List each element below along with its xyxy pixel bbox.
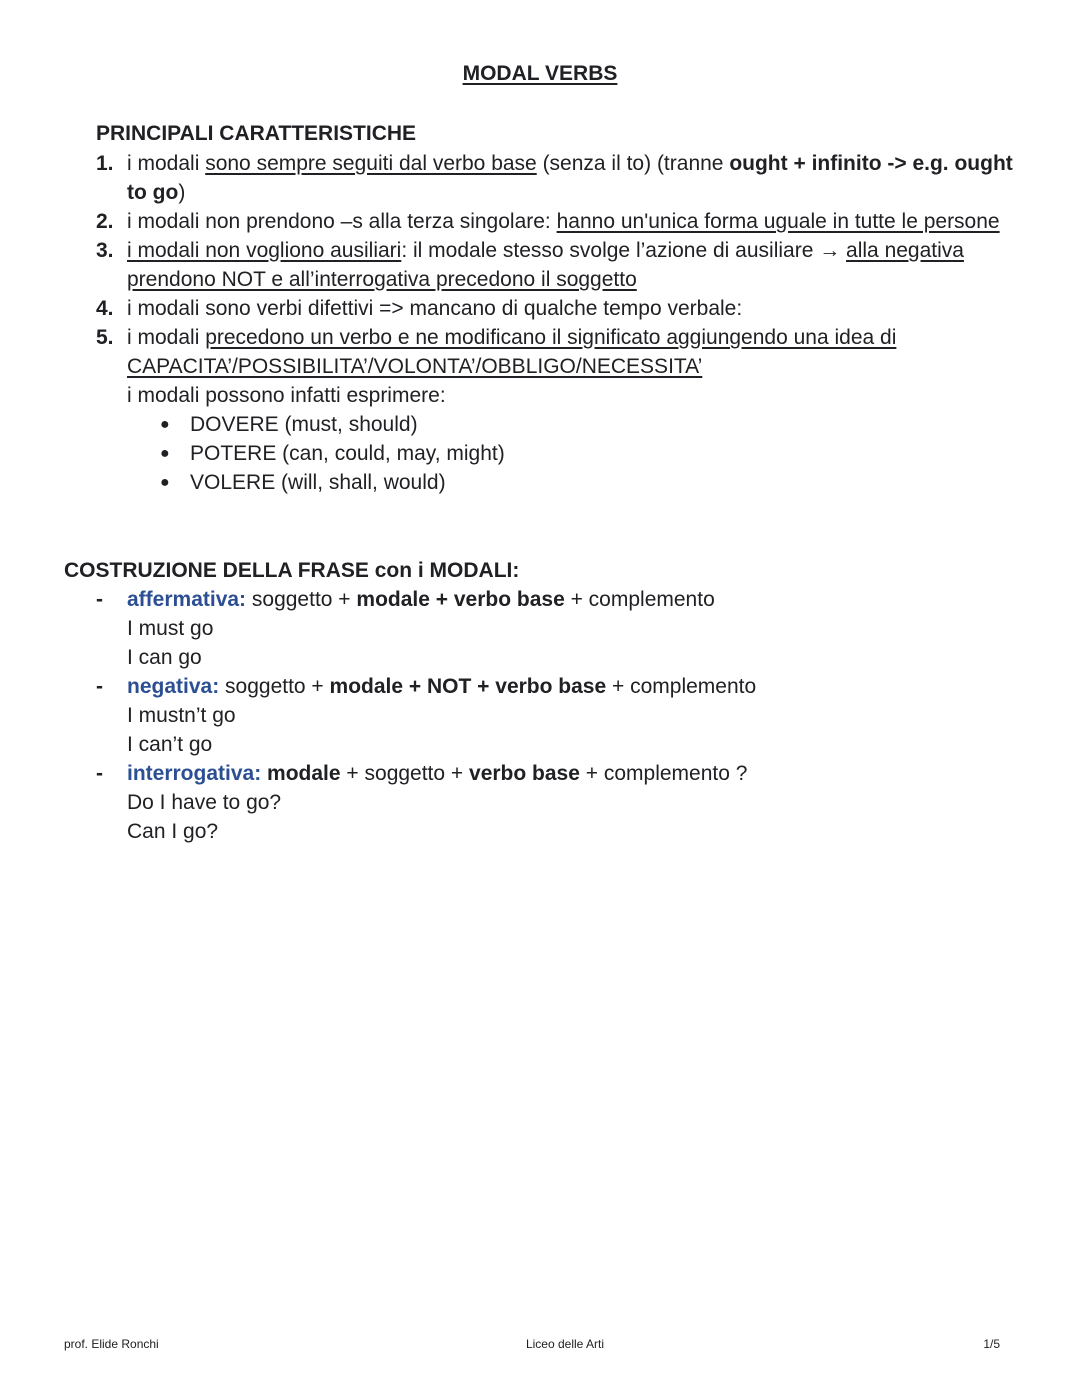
list-number: 2. [96, 210, 114, 233]
rule-label: negativa: [127, 675, 220, 698]
bold-text: modale + NOT + verbo base [329, 675, 607, 698]
negative-rule [127, 672, 756, 701]
text: soggetto + [219, 675, 330, 698]
section-heading-construction: COSTRUZIONE DELLA FRASE con i MODALI: [64, 559, 520, 582]
underlined-text: CAPACITA’/POSSIBILITA’/VOLONTA’/OBBLIGO/NECESSITA’ [127, 355, 703, 378]
bold-text: verbo base [469, 762, 580, 785]
footer-school: Liceo delle Arti [525, 1337, 605, 1351]
underlined-text: hanno un'unica forma uguale in tutte le persone [556, 210, 1000, 233]
section-heading-characteristics: PRINCIPALI CARATTERISTICHE [96, 122, 417, 145]
example-line: I can’t go [127, 733, 213, 756]
list-item-5-line-3: i modali possono infatti esprimere: [127, 384, 446, 407]
bullet-icon: ● [160, 474, 170, 491]
underlined-text: sono sempre seguiti dal verbo base [205, 152, 537, 175]
bullet-icon: ● [160, 445, 170, 462]
underlined-text: precedono un verbo e ne modificano il significato aggiungendo una idea di [205, 326, 897, 349]
rule-label: interrogativa: [127, 762, 262, 785]
text: i modali [127, 152, 206, 175]
underlined-text: prendono NOT e all’interrogativa precedono il soggetto [127, 268, 637, 291]
rule-label: affermativa: [127, 588, 247, 611]
list-item-4: i modali sono verbi difettivi => mancano di qualche tempo verbale: [127, 297, 743, 320]
text: + complemento [564, 588, 715, 611]
footer-page-number: 1/5 [983, 1337, 1000, 1351]
list-number: 3. [96, 239, 114, 262]
list-item-2 [127, 207, 1000, 236]
dash-marker: - [96, 588, 103, 611]
text: + complemento ? [579, 762, 748, 785]
interrogative-rule [127, 759, 747, 788]
text: i modali [127, 326, 206, 349]
list-item-5-line-1 [127, 323, 896, 352]
text: i modali non prendono –s alla terza singolare: [127, 210, 557, 233]
list-item-1-line-2 [127, 178, 185, 207]
footer-author: prof. Elide Ronchi [64, 1337, 159, 1351]
text: + complemento [606, 675, 757, 698]
page-title: MODAL VERBS [462, 62, 618, 85]
list-number: 1. [96, 152, 114, 175]
list-number: 4. [96, 297, 114, 320]
underlined-text: i modali non vogliono ausiliari [127, 239, 402, 262]
underlined-text: alla negativa [846, 239, 964, 262]
list-number: 5. [96, 326, 114, 349]
list-item-3-line-2 [127, 265, 637, 294]
text: : il modale stesso svolge l’azione di ausiliare → [401, 239, 847, 262]
dash-marker: - [96, 762, 103, 785]
example-line: I can go [127, 646, 202, 669]
bullet-item: DOVERE (must, should) [190, 413, 418, 436]
bold-text: to go [127, 181, 179, 204]
bold-text: modale [267, 762, 341, 785]
bold-text: ought + infinito -> e.g. ought [729, 152, 1013, 175]
list-item-5-line-2 [127, 352, 702, 381]
text: soggetto + [246, 588, 357, 611]
list-item-3-line-1 [127, 236, 964, 265]
dash-marker: - [96, 675, 103, 698]
bullet-icon: ● [160, 416, 170, 433]
text: (senza il to) (tranne [536, 152, 730, 175]
example-line: I mustn’t go [127, 704, 236, 727]
example-line: Do I have to go? [127, 791, 282, 814]
example-line: Can I go? [127, 820, 219, 843]
list-item-1-line-1 [127, 149, 1013, 178]
affirmative-rule [127, 585, 715, 614]
text: + soggetto + [340, 762, 470, 785]
example-line: I must go [127, 617, 214, 640]
bold-text: modale + verbo base [356, 588, 565, 611]
bullet-item: POTERE (can, could, may, might) [190, 442, 505, 465]
text: ) [178, 181, 186, 204]
bullet-item: VOLERE (will, shall, would) [190, 471, 446, 494]
